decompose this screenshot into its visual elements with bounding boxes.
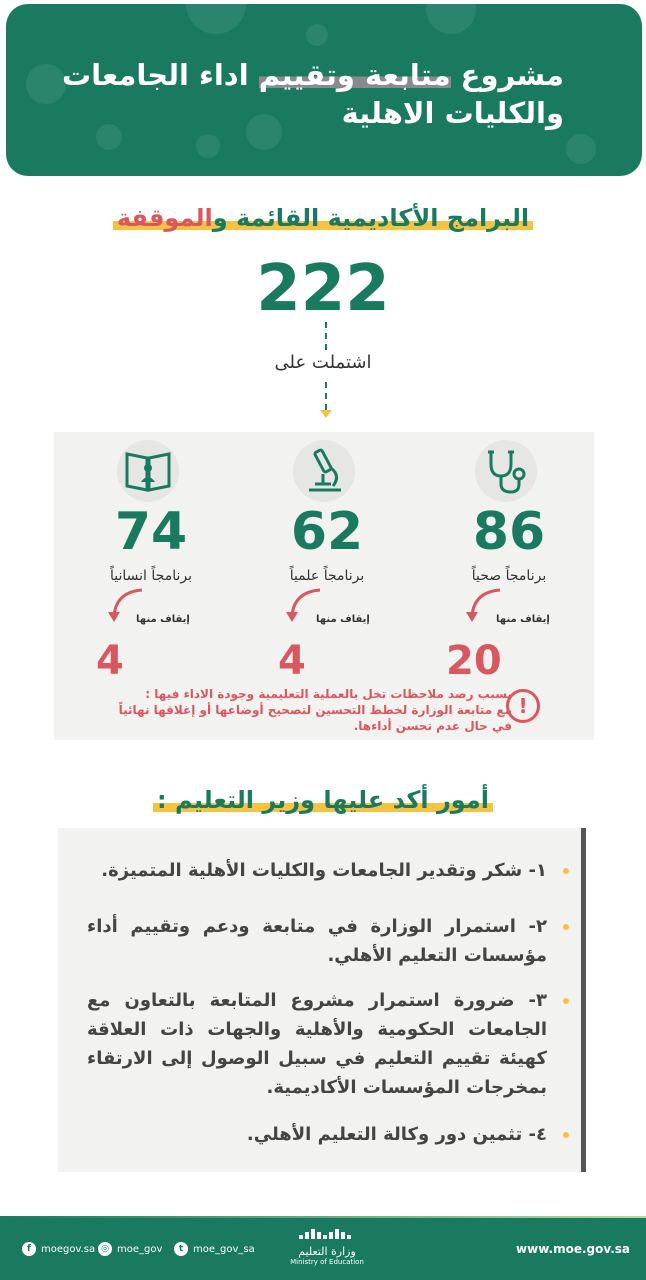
list-item: ٣- ضرورة استمرار مشروع المتابعة بالتعاون مع الجامعات الحكومية والأهلية والجهات ذات العلاقة كهيئة تقييم التعليم في سبيل الوصول إلى الارتقاء بمخرجات المؤسسات الأكاديمية. xyxy=(87,986,547,1102)
arrow-down-icon xyxy=(320,410,332,418)
health-label: برنامجاً صحياً xyxy=(471,568,547,584)
footer xyxy=(0,1218,646,1280)
minister-title: أمور أكد عليها وزير التعليم : xyxy=(0,786,646,814)
health-stopped: 20 xyxy=(446,638,502,684)
programs-panel xyxy=(54,432,594,740)
health-count: 86 xyxy=(472,502,546,562)
twitter-icon: t xyxy=(174,1242,188,1256)
health-stop-label: إيقاف منها xyxy=(496,614,550,625)
list-item: ٤- تثمين دور وكالة التعليم الأهلي. xyxy=(87,1120,547,1149)
total-programs: 222 xyxy=(256,252,390,326)
microscope-icon xyxy=(293,440,355,502)
humanities-stopped: 4 xyxy=(96,638,124,684)
connector-line xyxy=(325,382,327,410)
science-count: 62 xyxy=(290,502,364,562)
list-item: ٢- استمرار الوزارة في متابعة ودعم وتقييم أداء مؤسسات التعليم الأهلي. xyxy=(87,912,547,970)
bullet-icon xyxy=(563,998,569,1004)
includes-label: اشتملت على xyxy=(274,352,372,373)
ministry-logo: وزارة التعليم Ministry of Education xyxy=(282,1226,372,1266)
ministry-emblem-icon xyxy=(297,1227,357,1241)
connector-line xyxy=(325,322,327,350)
category-humanities xyxy=(66,432,236,684)
category-science xyxy=(242,432,412,684)
warning-icon: ! xyxy=(506,689,540,723)
humanities-stop-label: إيقاف منها xyxy=(136,614,190,625)
bullet-icon xyxy=(563,1132,569,1138)
page-title: مشروع متابعة وتقييم اداء الجامعات والكليات الاهلية xyxy=(61,58,564,130)
book-reader-icon xyxy=(117,440,179,502)
programs-title: البرامج الأكاديمية القائمة والموقفة xyxy=(0,204,646,232)
science-stopped: 4 xyxy=(278,638,306,684)
stethoscope-icon xyxy=(475,440,537,502)
bullet-icon xyxy=(563,924,569,930)
points-list xyxy=(58,828,586,1172)
facebook-link[interactable]: f moegov.sa xyxy=(22,1242,95,1256)
closure-note: بسبب رصد ملاحظات تخل بالعملية التعليمية وجودة الاداء فيها : مع متابعة الوزارة لخطط التحسين لتصحيح أوضاعها أو إغلاقها نهائياً في حال عدم تحسن أداءها. xyxy=(118,687,512,733)
list-item: ١- شكر وتقدير الجامعات والكليات الأهلية المتميزة. xyxy=(87,856,547,885)
facebook-icon: f xyxy=(22,1242,36,1256)
bullet-icon xyxy=(563,868,569,874)
instagram-link[interactable]: ◎ moe_gov xyxy=(98,1242,162,1256)
instagram-icon: ◎ xyxy=(98,1242,112,1256)
humanities-count: 74 xyxy=(114,502,188,562)
science-label: برنامجاً علمياً xyxy=(289,568,365,584)
twitter-link[interactable]: t moe_gov_sa xyxy=(174,1242,255,1256)
science-stop-label: إيقاف منها xyxy=(316,614,370,625)
category-health xyxy=(424,432,594,684)
website-link[interactable]: www.moe.gov.sa xyxy=(516,1242,630,1256)
header-banner xyxy=(6,4,642,176)
humanities-label: برنامجاً انسانياً xyxy=(110,568,192,584)
